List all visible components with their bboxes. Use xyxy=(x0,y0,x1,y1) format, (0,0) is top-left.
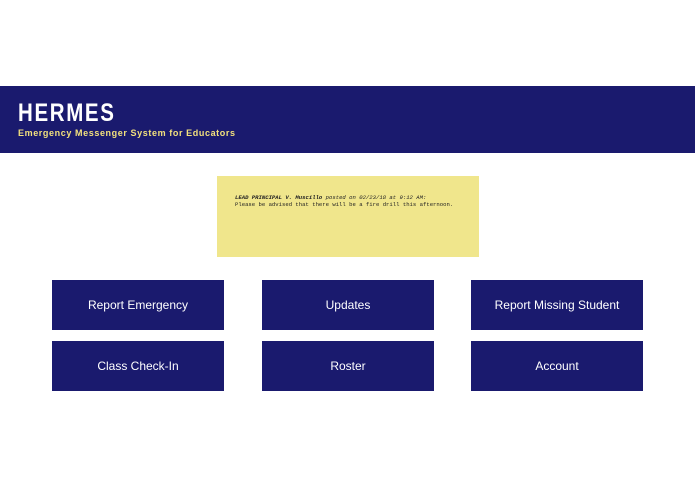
report-emergency-button[interactable]: Report Emergency xyxy=(52,280,224,330)
app-header xyxy=(0,86,695,153)
notice-meta: posted on 02/23/18 at 9:12 AM: xyxy=(325,194,427,201)
app-subtitle: Emergency Messenger System for Educators xyxy=(18,128,236,138)
announcement-notice xyxy=(217,176,479,257)
notice-message: Please be advised that there will be a fire drill this afternoon. xyxy=(235,201,454,208)
account-button[interactable]: Account xyxy=(471,341,643,391)
report-missing-student-button[interactable]: Report Missing Student xyxy=(471,280,643,330)
roster-button[interactable]: Roster xyxy=(262,341,434,391)
class-check-in-button[interactable]: Class Check-In xyxy=(52,341,224,391)
app-title: HERMES xyxy=(18,99,116,127)
updates-button[interactable]: Updates xyxy=(262,280,434,330)
notice-author: LEAD PRINCIPAL V. Muscillo xyxy=(235,194,323,201)
